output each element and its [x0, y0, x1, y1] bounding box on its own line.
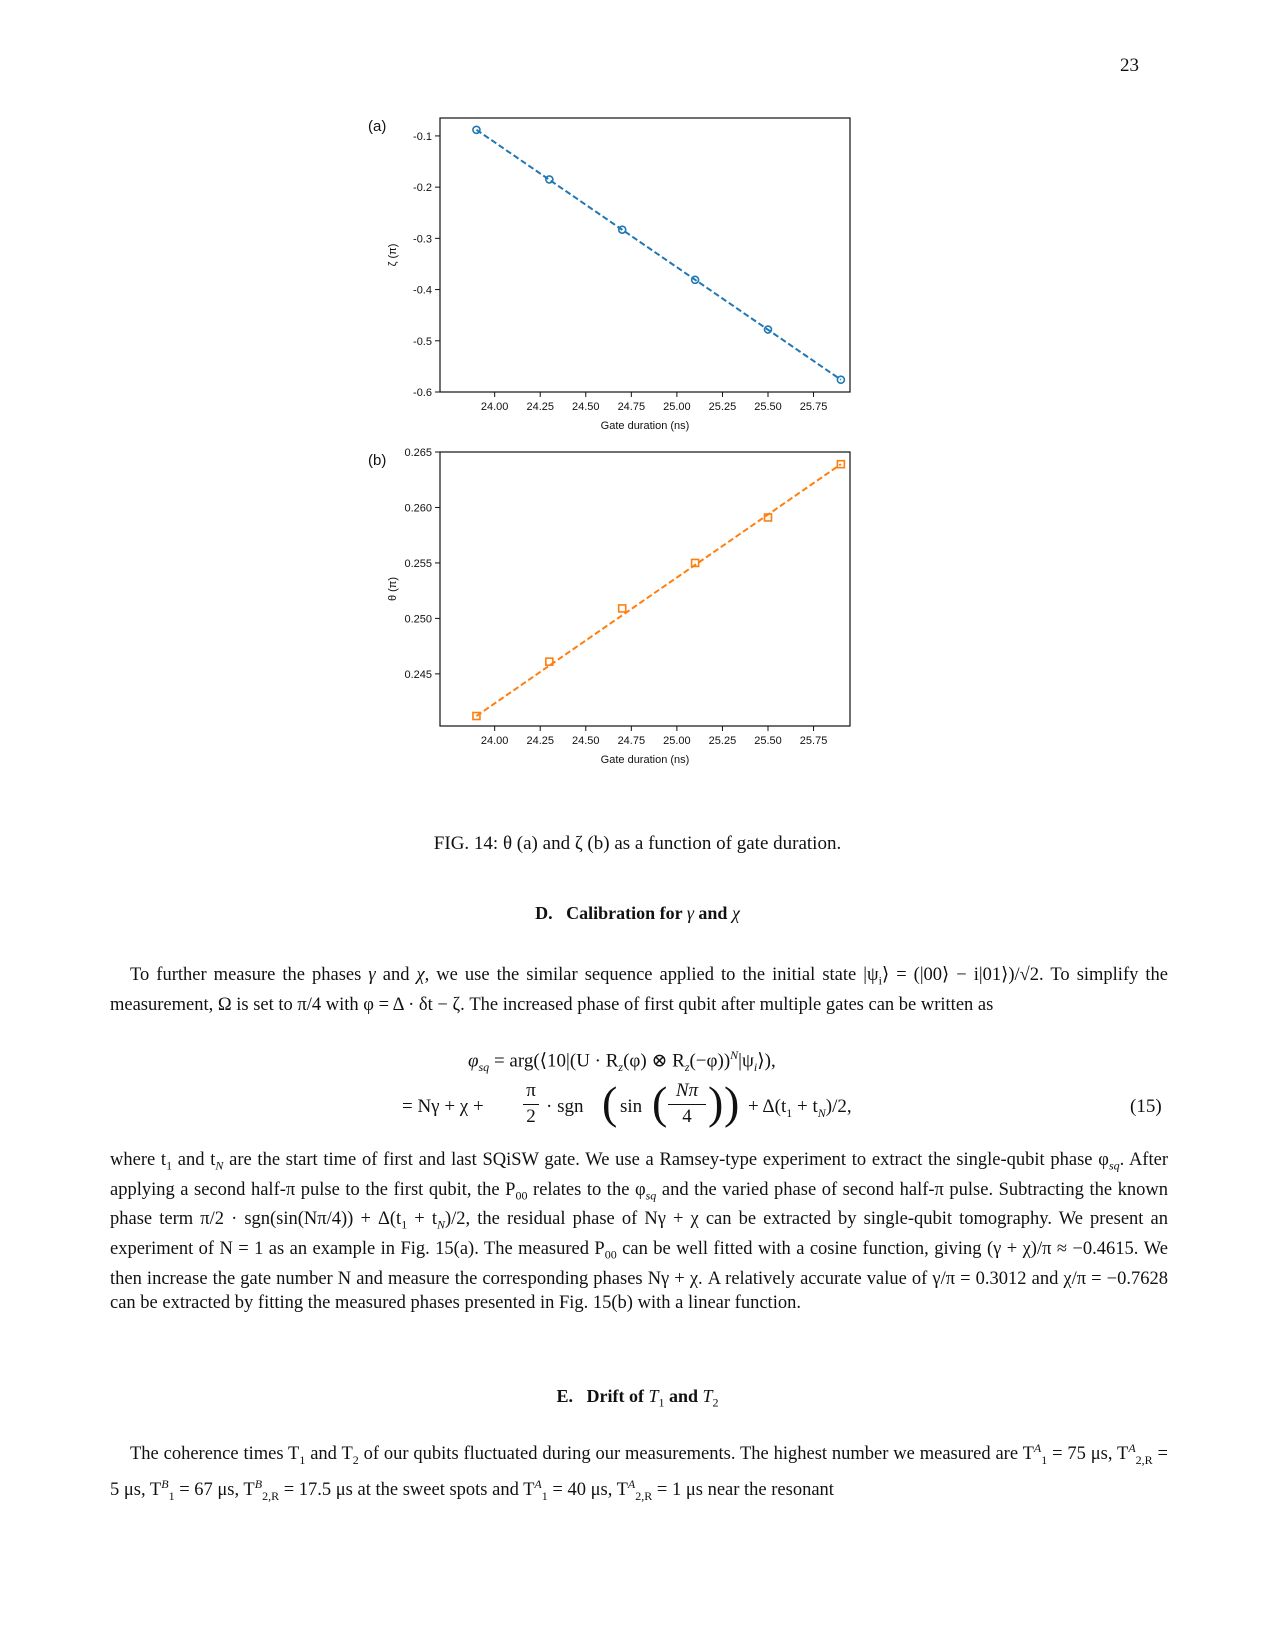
- x-axis-label: Gate duration (ns): [600, 754, 690, 766]
- fit-line: [476, 130, 840, 380]
- x-tick-label: 24.25: [526, 735, 554, 747]
- x-tick-label: 24.50: [572, 735, 600, 747]
- text: = 67 μs, T: [174, 1480, 255, 1500]
- text: = 1 μs near the resonant: [652, 1480, 834, 1500]
- math: ⟩),: [757, 1050, 776, 1072]
- section-letter: D.: [535, 903, 553, 923]
- text: = 75 μs, T: [1047, 1444, 1129, 1465]
- section-conj: and: [668, 1386, 699, 1406]
- math: )/2,: [825, 1096, 852, 1117]
- text: and: [382, 965, 410, 985]
- paragraph-coherence: [110, 1436, 1168, 1508]
- text: where t: [110, 1150, 167, 1170]
- math: 2: [526, 1106, 536, 1127]
- text: To further measure the phases: [130, 965, 362, 985]
- text: . After applying a second half-π pulse to the first qubit, the P: [110, 1150, 1168, 1200]
- math-sub: 1: [168, 1488, 175, 1503]
- math-sub: N: [817, 1105, 826, 1120]
- math-sub: 1: [658, 1395, 665, 1410]
- math: (φ) ⊗ R: [623, 1050, 685, 1072]
- y-tick-label: -0.3: [413, 233, 432, 246]
- figure-14: [0, 0, 1275, 820]
- text: , we use the similar sequence applied to the initial state: [424, 965, 857, 985]
- math-sup: B: [254, 1476, 263, 1491]
- data-point: [546, 176, 553, 183]
- x-tick-label: 24.25: [526, 401, 554, 413]
- symbol-chi: χ: [731, 903, 740, 923]
- math-sub: 2,R: [262, 1488, 280, 1503]
- math: π: [526, 1080, 536, 1101]
- text: relates to the φ: [527, 1179, 646, 1200]
- section-title: Drift of: [586, 1386, 644, 1406]
- text: ⟩ = (|00⟩ − i|01⟩)/√2. To simplify the measurement, Ω is set to π/4 with φ = Δ · δt − ζ. The increased phase of first qubit after multiple gates can be written as: [110, 965, 1169, 1015]
- math-sub: sq: [645, 1188, 657, 1203]
- math-sub: i: [878, 973, 882, 988]
- paragraph-ramsey: [110, 1148, 1168, 1315]
- math-sup: A: [627, 1476, 636, 1491]
- x-tick-label: 25.75: [799, 735, 828, 747]
- text: of our qubits fluctuated during our measurements. The highest number we measured are T: [358, 1444, 1034, 1465]
- y-tick-label: 0.245: [404, 668, 432, 681]
- text: = 5 μs, T: [110, 1444, 1168, 1500]
- math-sup: A: [534, 1476, 542, 1491]
- equation-line-1: [468, 1048, 776, 1075]
- text: can be well fitted with a cosine function, giving (γ + χ)/π ≈ −0.4615. We then increase the gate number N and measure the corresponding phases Nγ + χ. A relatively accurate value of γ/π = 0.3012 and χ/π = −0.7628 can be extracted by fitting the measured phases presented in Fig. 15(b) with a linear function.: [110, 1239, 1168, 1313]
- text: and T: [305, 1444, 353, 1465]
- math-sub: 00: [515, 1188, 528, 1203]
- math: 4: [682, 1106, 692, 1127]
- symbol: T: [702, 1386, 713, 1406]
- y-axis-label: ζ (π): [387, 243, 399, 267]
- panel-label: (b): [368, 452, 387, 469]
- text: and t: [172, 1150, 216, 1170]
- x-tick-label: 24.50: [572, 401, 600, 413]
- math: + t: [407, 1209, 437, 1230]
- math-sub: 1: [166, 1158, 173, 1173]
- text: The coherence times T: [130, 1444, 300, 1465]
- x-tick-label: 25.25: [708, 735, 737, 747]
- math-sub: z: [618, 1060, 624, 1075]
- math: |ψ: [863, 965, 879, 985]
- x-tick-label: 24.00: [480, 735, 509, 747]
- math-sub: N: [436, 1218, 445, 1233]
- text: and the varied phase of second half-π pulse. Subtracting the known phase term: [110, 1179, 1168, 1230]
- text: = 40 μs, T: [547, 1480, 628, 1500]
- x-tick-label: 25.00: [663, 401, 691, 413]
- symbol: T: [648, 1386, 659, 1406]
- math: φ: [468, 1050, 479, 1072]
- symbol: χ: [416, 965, 425, 985]
- math-sub: 2,R: [1135, 1452, 1153, 1467]
- y-tick-label: 0.255: [404, 557, 432, 570]
- math-sub: 00: [604, 1247, 617, 1262]
- text: are the start time of first and last SQiSW gate. We use a Ramsey-type experiment to extract the single-qubit phase φ: [223, 1150, 1109, 1170]
- section-title: Calibration for: [566, 903, 683, 923]
- paragraph-calibration: [110, 963, 1168, 1017]
- panel-label: (a): [368, 118, 387, 135]
- math-sup: B: [161, 1476, 169, 1491]
- math: = Nγ + χ +: [402, 1096, 484, 1117]
- fit-line: [476, 464, 840, 716]
- symbol-gamma: γ: [686, 903, 694, 923]
- data-point: [619, 605, 626, 612]
- section-conj: and: [698, 903, 728, 923]
- x-axis-label: Gate duration (ns): [600, 420, 690, 432]
- x-tick-label: 25.25: [708, 401, 737, 413]
- plot-frame: [440, 452, 850, 726]
- math: π/2 · sgn(sin(Nπ/4)) + Δ(t: [200, 1209, 402, 1230]
- y-tick-label: -0.5: [413, 335, 432, 348]
- math: |ψ: [738, 1050, 754, 1072]
- plot-frame: [440, 118, 850, 392]
- y-tick-label: 0.250: [404, 613, 432, 626]
- figure-14-charts: [0, 0, 1275, 820]
- math-sub: 2: [712, 1395, 719, 1410]
- x-tick-label: 25.50: [754, 401, 782, 413]
- x-tick-label: 25.75: [799, 401, 828, 413]
- math-sub: z: [684, 1060, 690, 1075]
- y-tick-label: -0.4: [413, 284, 432, 297]
- math-sub: i: [753, 1060, 758, 1075]
- section-heading-d: [0, 903, 1275, 924]
- x-tick-label: 25.50: [754, 735, 782, 747]
- math: + t: [792, 1096, 818, 1117]
- y-tick-label: 0.260: [404, 502, 432, 515]
- math: (−φ)): [689, 1050, 731, 1072]
- section-heading-e: [0, 1386, 1275, 1411]
- math-sup: N: [730, 1048, 739, 1062]
- equation-number: (15): [1130, 1096, 1162, 1117]
- x-tick-label: 24.00: [480, 401, 509, 413]
- section-letter: E.: [556, 1386, 573, 1406]
- text: = 17.5 μs at the sweet spots and T: [279, 1480, 535, 1500]
- y-axis-label: θ (π): [387, 576, 399, 602]
- math: · sgn: [546, 1096, 584, 1117]
- y-tick-label: 0.265: [404, 447, 432, 459]
- y-tick-label: -0.6: [413, 387, 432, 399]
- math: sin: [620, 1096, 643, 1117]
- math: Nπ: [675, 1080, 699, 1101]
- math-sub: 1: [401, 1218, 408, 1233]
- x-tick-label: 24.75: [617, 401, 646, 413]
- math-sub: 1: [541, 1488, 548, 1503]
- page-number: 23: [1120, 55, 1139, 76]
- y-tick-label: -0.1: [413, 130, 432, 143]
- math-sub: 2,R: [635, 1488, 653, 1503]
- math: = arg(⟨10|(U · R: [489, 1050, 619, 1072]
- math-sub: 1: [1041, 1452, 1048, 1467]
- x-tick-label: 25.00: [663, 735, 691, 747]
- y-tick-label: -0.2: [413, 182, 432, 195]
- math-sub: N: [215, 1158, 224, 1173]
- text: )/2, the residual phase of Nγ + χ can be extracted by single-qubit tomography. We present an experiment of N = 1 as an example in Fig. 15(a). The measured P: [110, 1209, 1169, 1260]
- math-sub: sq: [478, 1060, 490, 1075]
- x-tick-label: 24.75: [617, 735, 646, 747]
- math-sup: A: [1128, 1441, 1136, 1455]
- symbol: γ: [368, 965, 376, 985]
- math-sub: sq: [1108, 1158, 1120, 1173]
- math-sub: 1: [786, 1105, 793, 1120]
- math-sup: A: [1033, 1441, 1042, 1455]
- figure-caption: FIG. 14: θ (a) and ζ (b) as a function of gate duration.: [433, 833, 842, 854]
- math: + Δ(t: [748, 1096, 787, 1117]
- math-sub: 1: [299, 1452, 306, 1467]
- math-sub: 2: [352, 1452, 359, 1467]
